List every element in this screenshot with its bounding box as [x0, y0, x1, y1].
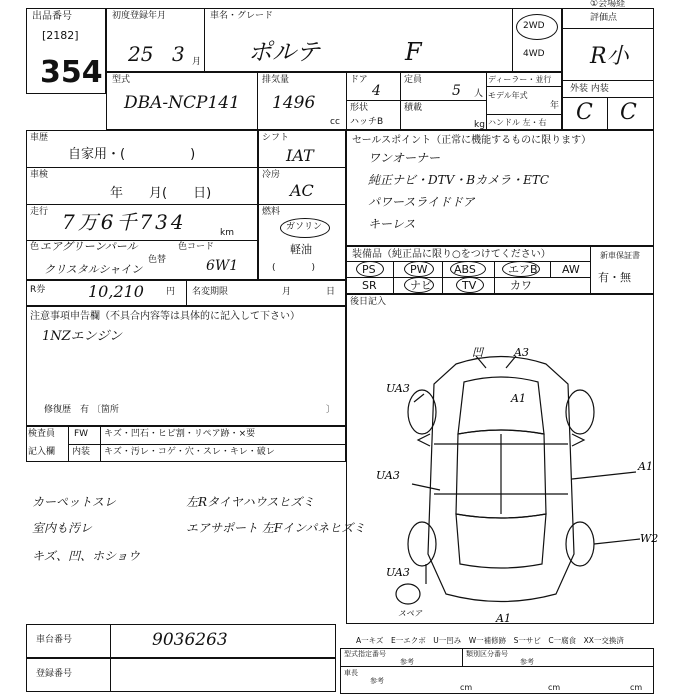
interior-grade: C: [620, 100, 637, 125]
equip-tv: TV: [462, 279, 477, 292]
damage-mark-a1-hood: A1: [511, 392, 526, 405]
sales-point-3: パワースライドドア: [368, 195, 475, 209]
cc-label: 排気量: [262, 75, 290, 85]
shape-label: 形状: [350, 103, 369, 113]
damage-mark-w2-right: W2: [640, 532, 659, 545]
ext-int-label: 外装 内装: [570, 84, 609, 94]
score-value: R小: [590, 44, 629, 69]
reg-label: 初度登録年月: [112, 11, 167, 21]
color-code-label: 色コード: [178, 242, 215, 252]
history-label: 車歴: [30, 133, 49, 143]
chassis-label: 車台番号: [36, 635, 73, 645]
equip-ps: PS: [362, 263, 376, 276]
drive-4wd: 4WD: [523, 49, 545, 59]
equip-pw: PW: [410, 263, 428, 276]
expire-month: 月: [282, 287, 292, 297]
length-ref: 参考: [370, 677, 384, 685]
damage-mark-a1-rear: A1: [496, 612, 511, 625]
reg-year: 25: [128, 42, 154, 66]
damage-mark-dent-top: 凹: [472, 346, 483, 359]
cc-value: 1496: [272, 93, 316, 113]
r-ticket-value: 10,210: [88, 282, 144, 301]
exterior-grade: C: [576, 100, 593, 125]
door-value: 4: [372, 83, 381, 99]
equip-label: 装備品（純正品に限り○をつけてください）: [352, 249, 551, 260]
name-label: 車名・グレード: [210, 11, 274, 21]
warranty-value: 有・無: [598, 271, 631, 284]
fuel-paren: ( ): [272, 263, 316, 273]
ac-label: 冷房: [262, 170, 281, 180]
damage-mark-ua3-left: UA3: [376, 469, 400, 482]
length-label: 車長: [344, 669, 358, 677]
class-ref: 参考: [520, 658, 534, 666]
seats-unit: 人: [474, 89, 484, 99]
cc-unit: cc: [330, 117, 340, 127]
model-value: DBA-NCP141: [124, 93, 240, 113]
color-code: 6W1: [206, 258, 239, 274]
shift-label: シフト: [262, 133, 290, 143]
notes-text: 1NZエンジン: [42, 329, 123, 344]
shift-value: IAT: [286, 146, 314, 165]
remark-4: 左Rタイヤハウスヒズミ: [186, 495, 315, 509]
ac-value: AC: [290, 181, 314, 200]
remark-1: カーペットスレ: [32, 495, 116, 509]
inspector-label-2: 記入欄: [28, 447, 56, 457]
damage-mark-a1-right: A1: [638, 460, 653, 473]
remark-5: エアサポート 左Fインパネヒズミ: [186, 521, 366, 535]
equip-sr: SR: [362, 279, 377, 292]
reg-month: 3: [172, 42, 185, 66]
sales-label: セールスポイント（正常に機能するものに限ります）: [352, 135, 592, 146]
lot-number: 354: [40, 55, 103, 90]
sales-point-4: キーレス: [368, 217, 416, 231]
load-unit: kg: [474, 120, 485, 130]
form-ref: 参考: [400, 658, 414, 666]
lot-code: [2182]: [42, 29, 79, 42]
inspection-label: 車検: [30, 170, 49, 180]
fuel-gas: ガソリン: [286, 222, 323, 232]
damage-mark-ua3-front-left: UA3: [386, 382, 410, 395]
r-ticket-unit: 円: [166, 287, 176, 297]
expire-label: 名変期限: [192, 287, 229, 297]
seats-label: 定員: [404, 75, 423, 85]
notes-label: 注意事項申告欄（不具合内容等は具体的に記入して下さい）: [30, 311, 300, 322]
dealer-label: ディーラー・並行: [488, 75, 552, 84]
inspector-inner: 内装: [72, 447, 91, 457]
inspector-label-1: 検査員: [28, 429, 56, 439]
expire-day: 日: [326, 287, 336, 297]
color-change-label: 色替: [148, 255, 167, 265]
fuel-label: 燃料: [262, 207, 281, 217]
top-note: ①会場経: [590, 0, 626, 9]
color-name-2: クリスタルシャイン: [44, 263, 143, 276]
length-cm-2: cm: [548, 683, 561, 692]
door-label: ドア: [350, 75, 368, 85]
equip-leather: カワ: [510, 279, 532, 292]
equip-navi: ナビ: [410, 279, 432, 292]
damage-legend: A一キズ E一エクボ U一凹み W一補修跡 S一サビ C一腐食 XX一交換済: [356, 636, 624, 645]
fuel-diesel: 軽油: [290, 243, 312, 256]
car-body-diagram: [346, 294, 659, 625]
grade: F: [405, 38, 422, 66]
damage-mark-ua3-rear-left: UA3: [386, 566, 410, 579]
month-unit: 月: [192, 57, 202, 67]
inspector-inner-items: キズ・汚レ・コゲ・穴・スレ・キレ・破レ: [104, 447, 275, 457]
reg-number-label: 登録番号: [36, 669, 73, 679]
sales-point-1: ワンオーナー: [368, 151, 441, 165]
color-name: エアグリーンパール: [40, 240, 138, 253]
mileage-value: 7万6千734: [62, 210, 187, 234]
length-cm-3: cm: [630, 683, 643, 692]
equip-abs: ABS: [454, 263, 476, 276]
equip-airbag: エアB: [508, 263, 538, 276]
handle-label: ハンドル 左・右: [488, 118, 547, 127]
score-label: 評価点: [590, 13, 618, 23]
damage-mark-a3-top: A3: [514, 346, 529, 359]
spare-label: スペア: [398, 609, 422, 618]
remark-2: 室内も汚レ: [32, 521, 93, 535]
model-year-label: モデル年式: [488, 91, 528, 100]
after-label: 後日記入: [350, 297, 387, 307]
color-label: 色: [30, 242, 40, 252]
mileage-label: 走行: [30, 207, 49, 217]
class-label: 類別区分番号: [466, 650, 508, 658]
inspector-fw: FW: [74, 429, 89, 439]
history-value: 自家用・( ): [68, 147, 196, 162]
inspector-fw-items: キズ・凹石・ヒビ割・リペア跡・×要: [104, 429, 256, 439]
length-cm-1: cm: [460, 683, 473, 692]
year-unit: 年: [550, 101, 560, 111]
model-label: 型式: [112, 75, 131, 85]
repair-label: 修復歴 有 〔箇所: [44, 405, 119, 415]
repair-end: 〕: [326, 405, 336, 415]
chassis-number: 9036263: [152, 630, 228, 650]
drive-2wd: 2WD: [523, 21, 545, 31]
sales-point-2: 純正ナビ・DTV・Bカメラ・ETC: [368, 173, 550, 187]
remark-3: キズ、凹、ホショウ: [32, 549, 140, 563]
inspection-value: 年 月( 日): [110, 186, 212, 201]
load-label: 積載: [404, 103, 423, 113]
r-ticket-label: R券: [30, 285, 46, 295]
form-label: 型式指定番号: [344, 650, 386, 658]
reg-number-box: [26, 658, 336, 692]
shape-value: ハッチB: [350, 117, 384, 127]
warranty-label: 新車保証書: [600, 251, 640, 260]
equip-aw: AW: [562, 263, 580, 276]
km-unit: km: [220, 228, 234, 238]
lot-label: 出品番号: [32, 11, 72, 22]
car-name: ポルテ: [248, 38, 320, 66]
seats-value: 5: [452, 83, 461, 99]
